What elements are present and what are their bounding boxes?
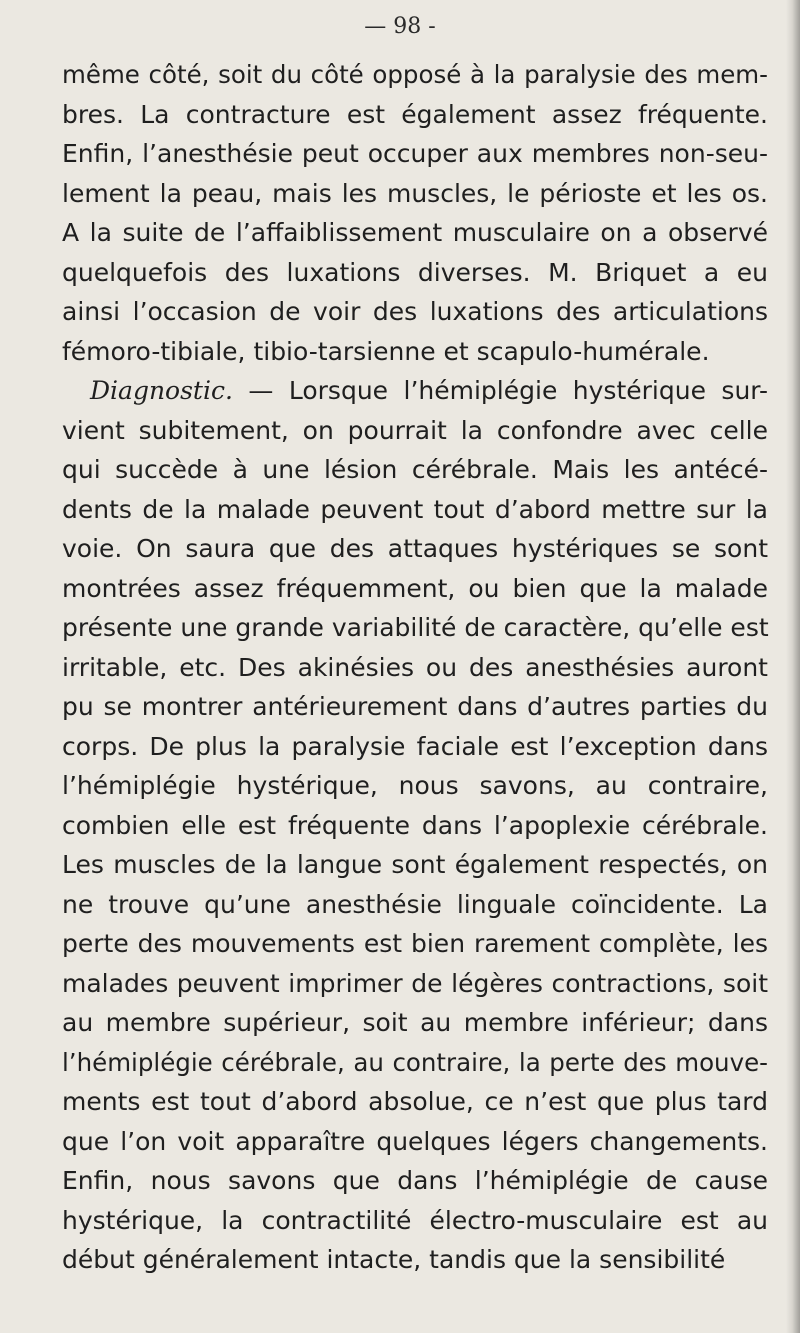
- text-line: début généralement intacte, tandis que la sensibilité: [62, 1245, 726, 1274]
- text-line: que l’on voit apparaître quelques légers changements.: [62, 1126, 768, 1156]
- text-line: lement la peau, mais les muscles, le périoste et les os.: [62, 178, 768, 208]
- text-line: l’hémiplégie hystérique, nous savons, au contraire,: [62, 771, 768, 800]
- text-line: dents de la malade peuvent tout d’abord mettre sur la: [62, 494, 768, 524]
- section-heading-diagnostic: Diagnostic.: [90, 376, 233, 405]
- page-text: [62, 55, 768, 1280]
- page-number: — 98 -: [364, 14, 436, 39]
- text-line: quelquefois des luxations diverses. M. Briquet a eu: [62, 257, 768, 287]
- text-line: ments est tout d’abord absolue, ce n’est que plus tard: [62, 1087, 768, 1116]
- text-line: voie. On saura que des attaques hystériques se sont: [62, 534, 768, 563]
- text-line: bres. La contracture est également assez fréquente.: [62, 99, 768, 129]
- text-line: ainsi l’occasion de voir des luxations des articulations: [62, 297, 768, 326]
- text-line: hystérique, la contractilité électro-musculaire est au: [62, 1205, 768, 1235]
- text-span: — Lorsque l’hémiplégie hystérique sur-: [232, 376, 768, 405]
- text-line: au membre supérieur, soit au membre inférieur; dans: [62, 1008, 768, 1037]
- text-line: qui succède à une lésion cérébrale. Mais les antécé-: [62, 455, 768, 484]
- text-line: Les muscles de la langue sont également respectés, on: [62, 850, 768, 879]
- text-line: corps. De plus la paralysie faciale est l’exception dans: [62, 731, 768, 761]
- text-line: A la suite de l’affaiblissement musculaire on a observé: [62, 218, 768, 247]
- text-line: Enfin, l’anesthésie peut occuper aux membres non-seu-: [62, 139, 768, 168]
- text-line: pu se montrer antérieurement dans d’autres parties du: [62, 692, 768, 721]
- diagnostic-first-line: [62, 371, 768, 411]
- text-line: Enfin, nous savons que dans l’hémiplégie de cause: [62, 1166, 768, 1195]
- text-line: combien elle est fréquente dans l’apoplexie cérébrale.: [62, 810, 768, 840]
- text-line: présente une grande variabilité de caractère, qu’elle est: [62, 613, 769, 642]
- text-line: ne trouve qu’une anesthésie linguale coïncidente. La: [62, 889, 768, 919]
- text-line: perte des mouvements est bien rarement complète, les: [62, 929, 768, 958]
- text-line: malades peuvent imprimer de légères contractions, soit: [62, 968, 768, 998]
- text-line: l’hémiplégie cérébrale, au contraire, la perte des mouve-: [62, 1047, 768, 1077]
- text-line: vient subitement, on pourrait la confondre avec celle: [62, 415, 768, 445]
- text-line: irritable, etc. Des akinésies ou des anesthésies auront: [62, 652, 768, 682]
- page-edge-shadow: [786, 0, 800, 1333]
- text-line: fémoro-tibiale, tibio-tarsienne et scapulo-humérale.: [62, 336, 710, 366]
- text-line: montrées assez fréquemment, ou bien que la malade: [62, 573, 768, 603]
- text-line: même côté, soit du côté opposé à la paralysie des mem-: [62, 60, 768, 89]
